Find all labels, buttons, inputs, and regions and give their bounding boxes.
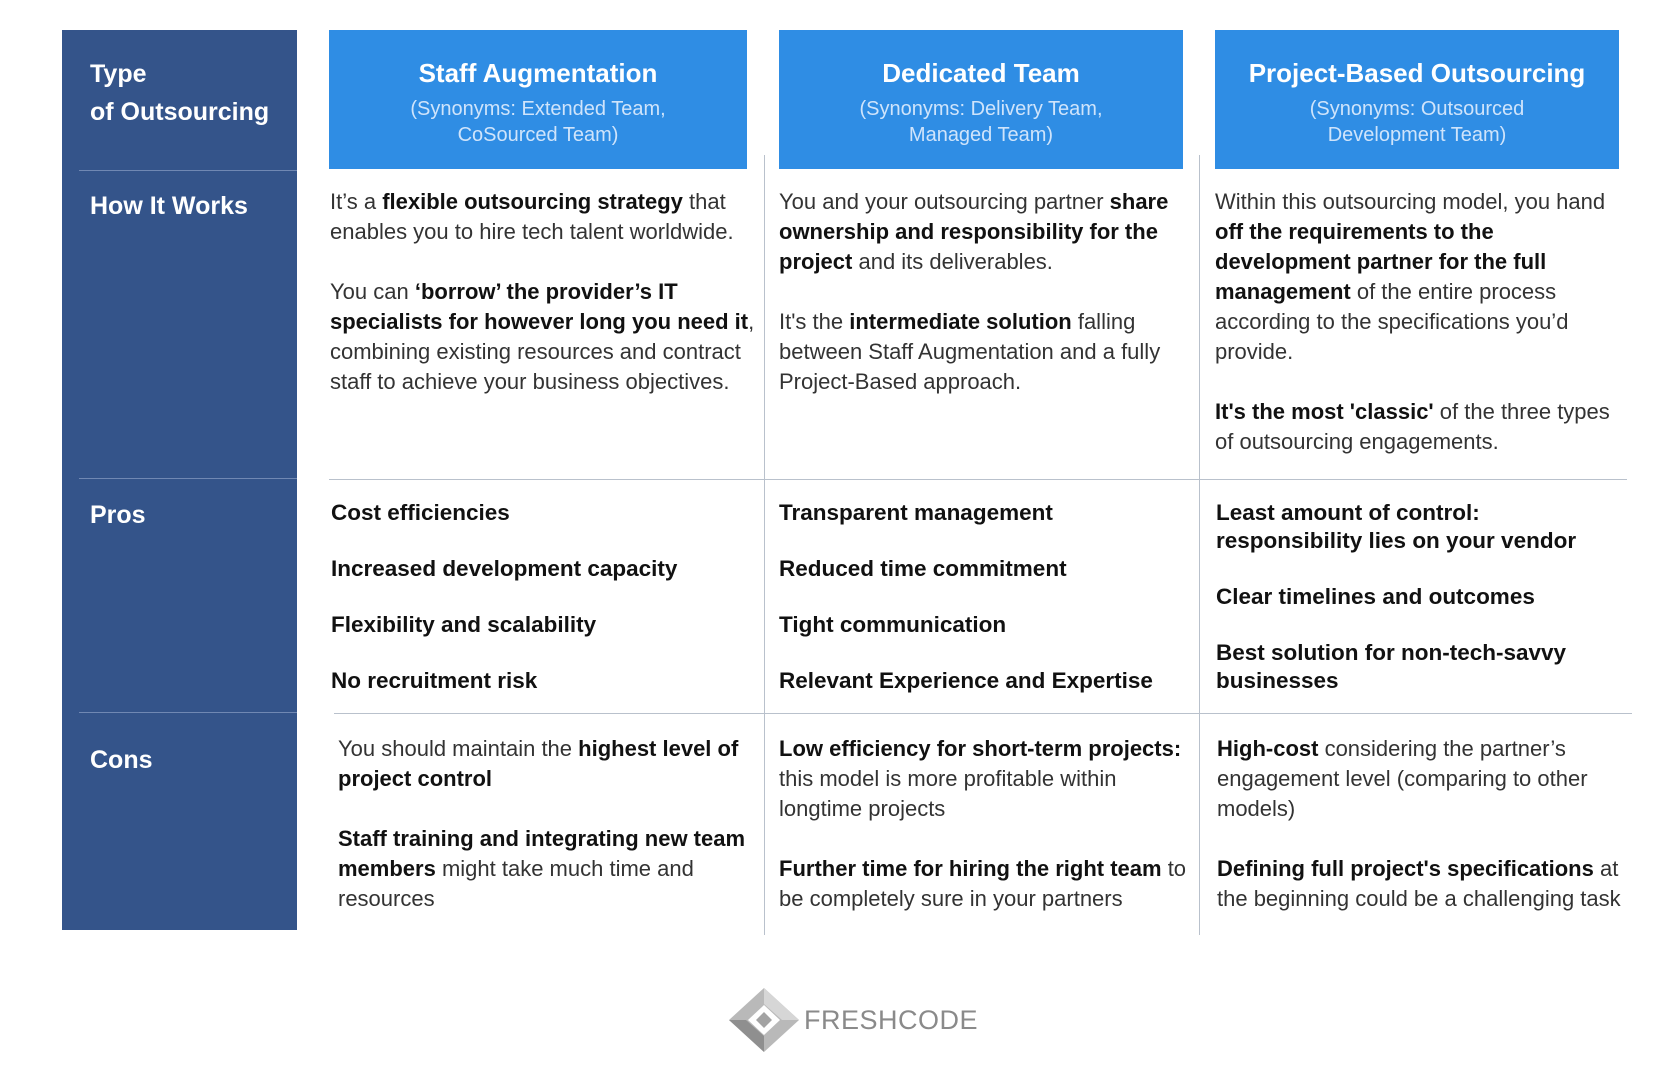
cell-paragraph: High-cost considering the partner’s engagement level (comparing to other models) bbox=[1217, 736, 1588, 821]
cell-paragraph: Further time for hiring the right team to be completely sure in your partners bbox=[779, 856, 1187, 911]
pro-item: Flexibility and scalability bbox=[331, 612, 597, 637]
cell-pros-dedicated-team bbox=[779, 499, 1189, 723]
cell-paragraph: You can ‘borrow’ the provider’s IT specialists for however long you need it, combining existing resources and contract staff to achieve your business objectives. bbox=[330, 279, 755, 394]
cell-paragraph: Staff training and integrating new team members might take much time and resources bbox=[338, 826, 746, 911]
pro-item: Transparent management bbox=[779, 500, 1053, 525]
cell-paragraph: You and your outsourcing partner share ownership and responsibility for the project and its deliverables. bbox=[779, 189, 1169, 274]
cell-pros-project-based bbox=[1216, 499, 1616, 723]
pro-item: Relevant Experience and Expertise bbox=[779, 668, 1153, 693]
freshcode-diamond-logo-icon bbox=[726, 985, 802, 1055]
cell-how-project-based bbox=[1215, 187, 1620, 457]
column-header-project-based bbox=[1215, 30, 1619, 169]
column-synonyms: (Synonyms: Outsourced Development Team) bbox=[1309, 98, 1525, 146]
cell-paragraph: Within this outsourcing model, you hand off the requirements to the development partner for the full management of the entire process according to the specifications you’d provide. bbox=[1215, 189, 1606, 364]
pro-item: Reduced time commitment bbox=[779, 556, 1067, 581]
column-title: Project-Based Outsourcing bbox=[1248, 58, 1586, 88]
pro-item: Least amount of control: responsibility lies on your vendor bbox=[1216, 500, 1577, 553]
column-header-dedicated-team bbox=[779, 30, 1183, 169]
cell-how-dedicated-team bbox=[779, 187, 1189, 397]
row-label-pros: Pros bbox=[90, 501, 146, 529]
column-divider bbox=[1199, 155, 1200, 935]
sidebar-divider bbox=[79, 478, 297, 479]
pro-item: No recruitment risk bbox=[331, 668, 538, 693]
logo-text: FRESHCODE bbox=[804, 1004, 979, 1035]
cell-cons-staff-augmentation bbox=[338, 734, 753, 914]
pro-item: Tight communication bbox=[779, 612, 1007, 637]
column-divider bbox=[764, 155, 765, 935]
row-divider bbox=[329, 479, 1627, 480]
cell-paragraph: It’s a flexible outsourcing strategy that enables you to hire tech talent worldwide. bbox=[330, 189, 734, 244]
pro-item: Increased development capacity bbox=[331, 556, 678, 581]
cell-cons-dedicated-team bbox=[779, 734, 1191, 914]
row-label-how-it-works: How It Works bbox=[90, 192, 248, 220]
pro-item: Cost efficiencies bbox=[331, 500, 510, 525]
column-header-staff-augmentation bbox=[329, 30, 747, 169]
cell-paragraph: Low efficiency for short-term projects: this model is more profitable within longtime projects bbox=[779, 736, 1182, 821]
column-synonyms: (Synonyms: Delivery Team, Managed Team) bbox=[859, 98, 1103, 146]
row-label-cons: Cons bbox=[90, 746, 153, 774]
row-label-sidebar bbox=[62, 30, 297, 930]
cell-pros-staff-augmentation bbox=[331, 499, 756, 723]
pro-item: Best solution for non-tech-savvy businesses bbox=[1216, 640, 1567, 693]
cell-how-staff-augmentation bbox=[330, 187, 755, 397]
column-synonyms: (Synonyms: Extended Team, CoSourced Team) bbox=[410, 98, 666, 146]
cell-cons-project-based bbox=[1217, 734, 1622, 914]
column-title: Staff Augmentation bbox=[418, 58, 658, 88]
column-title: Dedicated Team bbox=[882, 58, 1080, 88]
cell-paragraph: It's the most 'classic' of the three types of outsourcing engagements. bbox=[1215, 399, 1610, 454]
sidebar-divider bbox=[79, 712, 297, 713]
cell-paragraph: Defining full project's specifications at the beginning could be a challenging task bbox=[1217, 856, 1621, 911]
row-label-type: Type of Outsourcing bbox=[90, 60, 270, 126]
freshcode-logo bbox=[726, 985, 978, 1055]
cell-paragraph: You should maintain the highest level of project control bbox=[338, 736, 739, 791]
cell-paragraph: It's the intermediate solution falling between Staff Augmentation and a fully Project-Based approach. bbox=[779, 309, 1161, 394]
pro-item: Clear timelines and outcomes bbox=[1216, 584, 1535, 609]
sidebar-divider bbox=[79, 170, 297, 171]
